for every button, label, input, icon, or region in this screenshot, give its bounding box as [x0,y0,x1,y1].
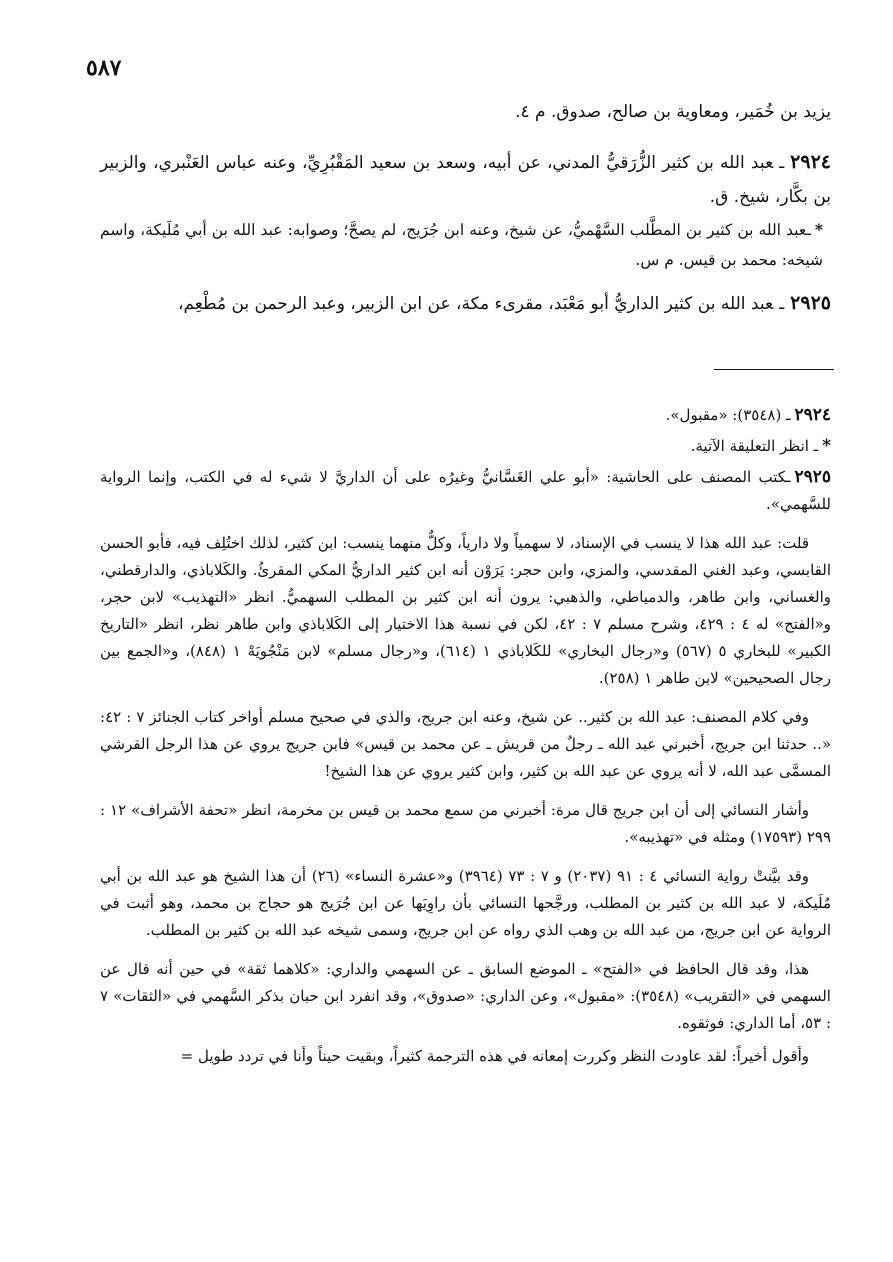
asterisk-icon: * [814,220,823,239]
footnote-paragraph: وأشار النسائي إلى أن ابن جريج قال مرة: أخبرني من سمع محمد بن قيس بن مخرمة، انظر «تحفة الأشراف» ١٢ : ٢٩٩ (١٧٥٩٣) ومثله في «تهذيبه». [100,801,831,846]
footnote-text: انظر التعليقة الآتية. [690,437,809,455]
footnote-number: ٢٩٢٥ [794,467,831,487]
entry-star [100,215,823,275]
footnote-paragraph: وفي كلام المصنف: عبد الله بن كثير.. عن شيخ، وعنه ابن جريج، والذي في صحيح مسلم أواخر كتاب الجنائز ٧ : ٤٢: «.. حدثنا ابن جريج، أخبرني عبد الله ـ رجلٌ من قريش ـ عن محمد بن قيس» فابن جريج يروي عن هذا الرجل القرشي المسمَّى عبد الله، لا أنه يروي عن عبد الله بن كثير، وابن كثير يروي عن هذا الشيخ! [100,708,831,780]
entry-2924 [100,145,831,214]
footnote-number: ٢٩٢٤ [794,405,831,425]
footnote-dash: ـ [808,437,819,455]
footnote-divider [714,369,834,370]
footnote-paragraph: وقد بيَّنتْ رواية النسائي ٤ : ٩١ (٢٠٣٧) و ٧ : ٧٣ (٣٩٦٤) و«عشرة النساء» (٢٦) أن هذا الشيخ هو عبد الله بن أبي مُلَيكة، لا عبد الله بن كثير بن المطلب، ورجَّحها النسائي بأن راوِيَها عن ابن جُرَيج هو حجاج بن محمد، وهو أثبت في الرواية عن ابن جريج، من عبد الله بن وهب الذي رواه عن ابن جريج، وسمى شيخه عبد الله بن كثير بن المطلب. [100,867,831,939]
footnote-dash: ـ [786,468,791,486]
entry-number: ٢٩٢٤ [790,151,831,173]
footnote-2925 [100,464,831,518]
asterisk-icon: * [822,436,831,456]
footnote-paragraph: هذا، وقد قال الحافظ في «الفتح» ـ الموضع السابق ـ عن السهمي والداري: «كلاهما ثقة» في حين أنه قال عن السهمي في «التقريب» (٣٥٤٨): «مقبول»، وعن الداري: «صدوق»، وقد انفرد ابن حبان بذكر السَّهمي في «الثقات» ٧ : ٥٣، أما الداري: فوثقوه. [100,960,831,1032]
footnote-text: كتب المصنف على الحاشية: «أبو علي الغَسَّانيُّ وغيرُه على أن الداريَّ لا شيء له في الكتب، وإنما الرواية للسَّهمي». [100,468,831,513]
footnote-dash: ـ [781,406,791,424]
footnote-paragraph: وأقول أخيراً: لقد عاودت النظر وكررت إمعانه في هذه الترجمة كثيراً، وبقيت حيناً وأنا في تردد طويل = [180,1047,809,1065]
entry-2925 [100,286,831,321]
footnotes [100,402,831,1070]
entry-number: ٢٩٢٥ [790,292,831,314]
footnote-text: (٣٥٤٨): «مقبول». [665,406,782,424]
entry-dash: ـ [779,294,785,314]
page-number: ٥٨٧ [86,55,122,81]
entry-dash: ـ [806,221,811,239]
entry-dash: ـ [779,153,785,173]
entry-continuation [100,95,831,129]
entry-text: عبد الله بن كثير الزُّرَقيُّ المدني، عن أبيه، وسعد بن سعيد المَقْبُرِيِّ، وعنه عباس العَنْبري، والزبير بن بكَّار، شيخ. ق. [100,153,831,207]
entry-text: عبد الله بن كثير بن المطَّلب السَّهْميُّ، عن شيخ، وعنه ابن جُرَيج، لم يصحَّ؛ وصوابه: عبد الله بن أبي مُلَيكة، واسم شيخه: محمد بن قيس. م س. [100,221,823,269]
footnote-star [100,433,831,460]
entry-text: عبد الله بن كثير الداريُّ أبو مَعْبَد، مقرىء مكة، عن ابن الزبير، وعبد الرحمن بن مُطْعِم، [178,294,774,314]
footnote-2924 [100,402,831,429]
footnote-paragraph: قلت: عبد الله هذا لا ينسب في الإسناد، لا سهمياً ولا دارياً، وكلٌّ منهما ينسب: ابن كثير، لذلك اختُلِف فيه، فأبو الحسن القابسي، وعبد الغني المقدسي، والمزي، وابن حجر: يَرَوْن أنه ابن كثير الداريُّ المكي المقرئُ. والكَلاباذي، والدارقطني، والغساني، وابن طاهر، والدمياطي، والذهبي: يرون أنه ابن كثير بن المطلب السهميُّ. انظر «التهذيب» لابن حجر، و«الفتح» له ٤ : ٤٢٩، وشرح مسلم ٧ : ٤٢، لكن في نسبة هذا الاختيار إلى الكَلاباذي وابن طاهر نظر، انظر «التاريخ الكبير» للبخاري ٥ (٥٦٧) و«رجال البخاري» للكَلاباذي ١ (٦١٤)، و«رجال مسلم» لابن مَنْجُويَهْ ١ (٨٤٨)، و«الجمع بين رجال الصحيحين» لابن طاهر ١ (٢٥٨). [100,534,832,687]
entry-continuation-text: يزيد بن خُمَير، ومعاوية بن صالح، صدوق. م ٤. [515,102,831,122]
